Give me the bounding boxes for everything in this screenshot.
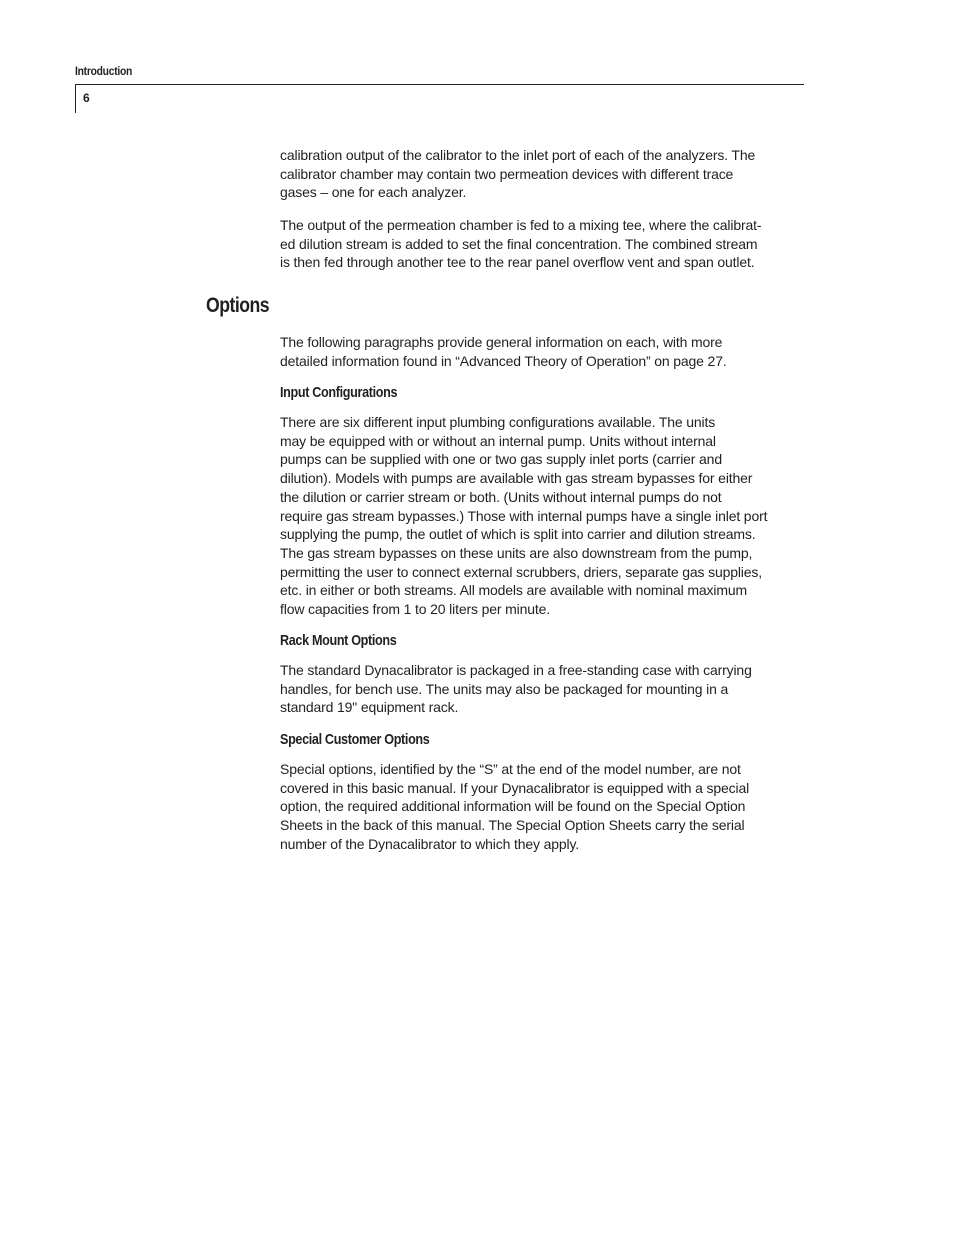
page-number: 6 (83, 91, 90, 105)
intro-continuation-paragraph: calibration output of the calibrator to the inlet port of each of the analyzers. The calibrator chamber may contain two permeation devices with different trace gases – one for each analyzer. (280, 147, 756, 201)
special-customer-options-paragraph: Special options, identified by the “S” at the end of the model number, are not covered in this basic manual. If your Dynacalibrator is equipped with a special option, the required additional information will be found on the Special Option Sheets in the back of this manual. The Special Option Sheets carry the serial number of the Dynacalibrator to which they apply. (280, 761, 750, 852)
rack-mount-options-heading: Rack Mount Options (280, 632, 397, 649)
rack-mount-options-paragraph: The standard Dynacalibrator is packaged in a free-standing case with carrying handles, for bench use. The units may also be packaged for mounting in a standard 19" equipment rack. (280, 662, 752, 716)
running-head: Introduction (75, 64, 133, 78)
special-customer-options-heading: Special Customer Options (280, 731, 430, 748)
options-heading: Options (206, 294, 270, 317)
page-number-rule (75, 84, 76, 113)
input-configurations-paragraph: There are six different input plumbing configurations available. The units may be equipped with or without an internal pump. Units without internal pumps can be supplied with one or two gas supply inlet ports (carrier and dilution). Models with pumps are available with gas stream bypasses for either the dilution or carrier stream or both. (Units without internal pumps do not require gas stream bypasses.) Those with internal pumps have a single inlet port supplying the pump, the outlet of which is split into carrier and dilution streams. The gas stream bypasses on these units are also downstream from the pump, permitting the user to connect external scrubbers, driers, separate gas supplies, etc. in either or both streams. All models are available with nominal maximum flow capacities from 1 to 20 liters per minute. (280, 414, 768, 618)
options-intro-paragraph: The following paragraphs provide general information on each, with more detailed information found in “Advanced Theory of Operation” on page 27. (280, 334, 727, 369)
input-configurations-heading: Input Configurations (280, 384, 398, 401)
mixing-tee-paragraph: The output of the permeation chamber is fed to a mixing tee, where the calibrat- ed dilution stream is added to set the final concentration. The combined stream is then fed through another tee to the rear panel overflow vent and span outlet. (280, 217, 762, 271)
header-rule (75, 84, 804, 85)
